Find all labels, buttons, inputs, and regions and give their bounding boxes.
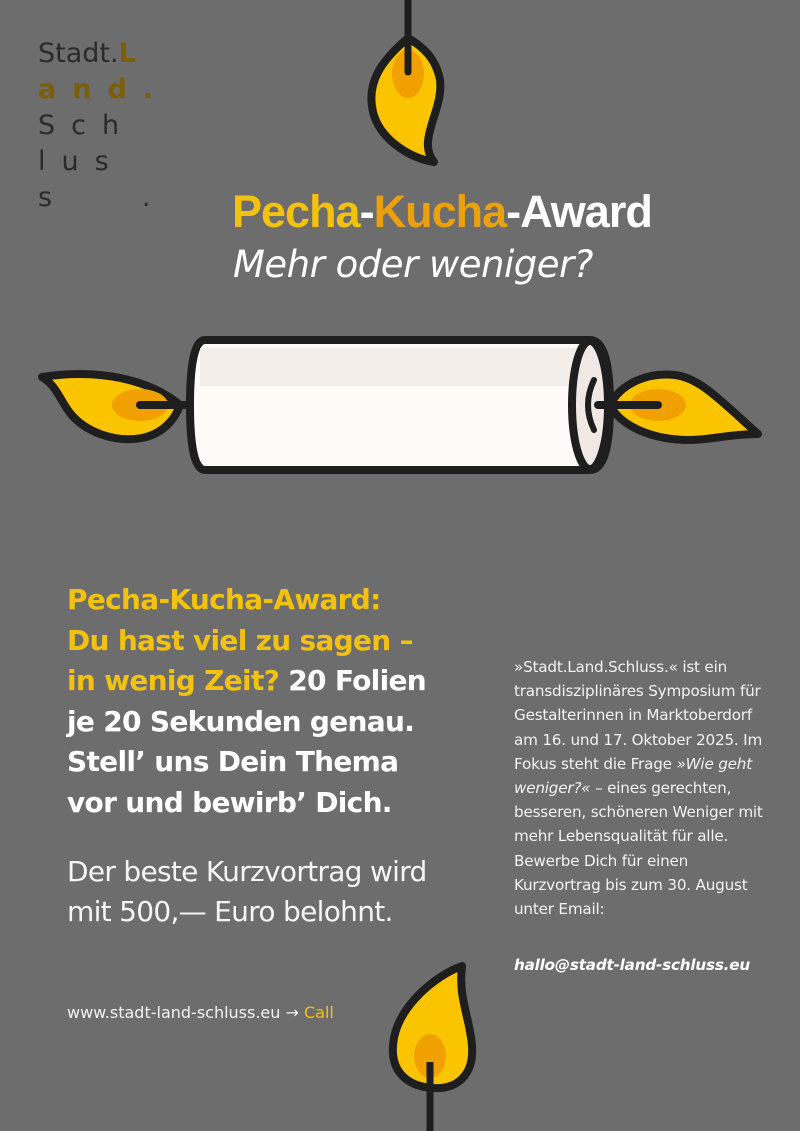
- symposium-description: [514, 655, 764, 921]
- side-text-1: »Stadt.Land.Schluss.« ist ein transdisziplinäres Symposium für Gestalterinnen in Marktoberdorf am 16. und 17. Oktober 2025. Im Fokus steht die Frage: [514, 658, 763, 773]
- logo-lus: lus: [38, 146, 125, 177]
- subtitle: Mehr oder weniger?: [233, 243, 593, 286]
- main-body: 20 Folien je 20 Sekunden genau. Stell’ uns Dein Thema vor und bewirb’ Dich.: [67, 664, 426, 819]
- logo-s: s .: [38, 182, 167, 213]
- title-kucha: Kucha: [373, 186, 507, 237]
- email-link[interactable]: hallo@stadt-land-schluss.eu: [514, 956, 750, 974]
- logo-and: and.: [38, 74, 170, 105]
- website-url[interactable]: www.stadt-land-schluss.eu: [67, 1003, 281, 1022]
- logo-sch: Sch: [38, 110, 136, 141]
- main-call-text: [67, 580, 427, 823]
- side-question: »Wie geht weniger?«: [514, 754, 752, 798]
- arrow-icon: →: [280, 1003, 304, 1022]
- logo-l: L: [118, 38, 136, 69]
- prize-text: Der beste Kurzvortrag wird mit 500,— Euro belohnt.: [67, 855, 427, 928]
- title-pecha: Pecha: [232, 186, 360, 237]
- logo: [38, 36, 169, 216]
- candle-body: [190, 340, 610, 470]
- award-title: [232, 186, 652, 238]
- logo-stadt: Stadt.: [38, 38, 119, 69]
- call-link[interactable]: Call: [304, 1003, 334, 1022]
- main-highlight: Pecha-Kucha-Award: Du hast viel zu sagen – in wenig Zeit?: [67, 583, 413, 697]
- title-award: Award: [520, 186, 652, 237]
- title-dash-1: -: [359, 186, 374, 237]
- bottom-flame-icon: [382, 958, 482, 1131]
- website-link[interactable]: [67, 1001, 334, 1025]
- title-dash-2: -: [506, 186, 521, 237]
- top-flame-icon: [360, 0, 460, 175]
- candle-illustration: [30, 330, 770, 480]
- side-text-2: – eines gerechten, besseren, schöneren Weniger mit mehr Lebensqualität für alle. Bewerbe Dich für einen Kurzvortrag bis zum 30. August unter Email:: [514, 779, 763, 919]
